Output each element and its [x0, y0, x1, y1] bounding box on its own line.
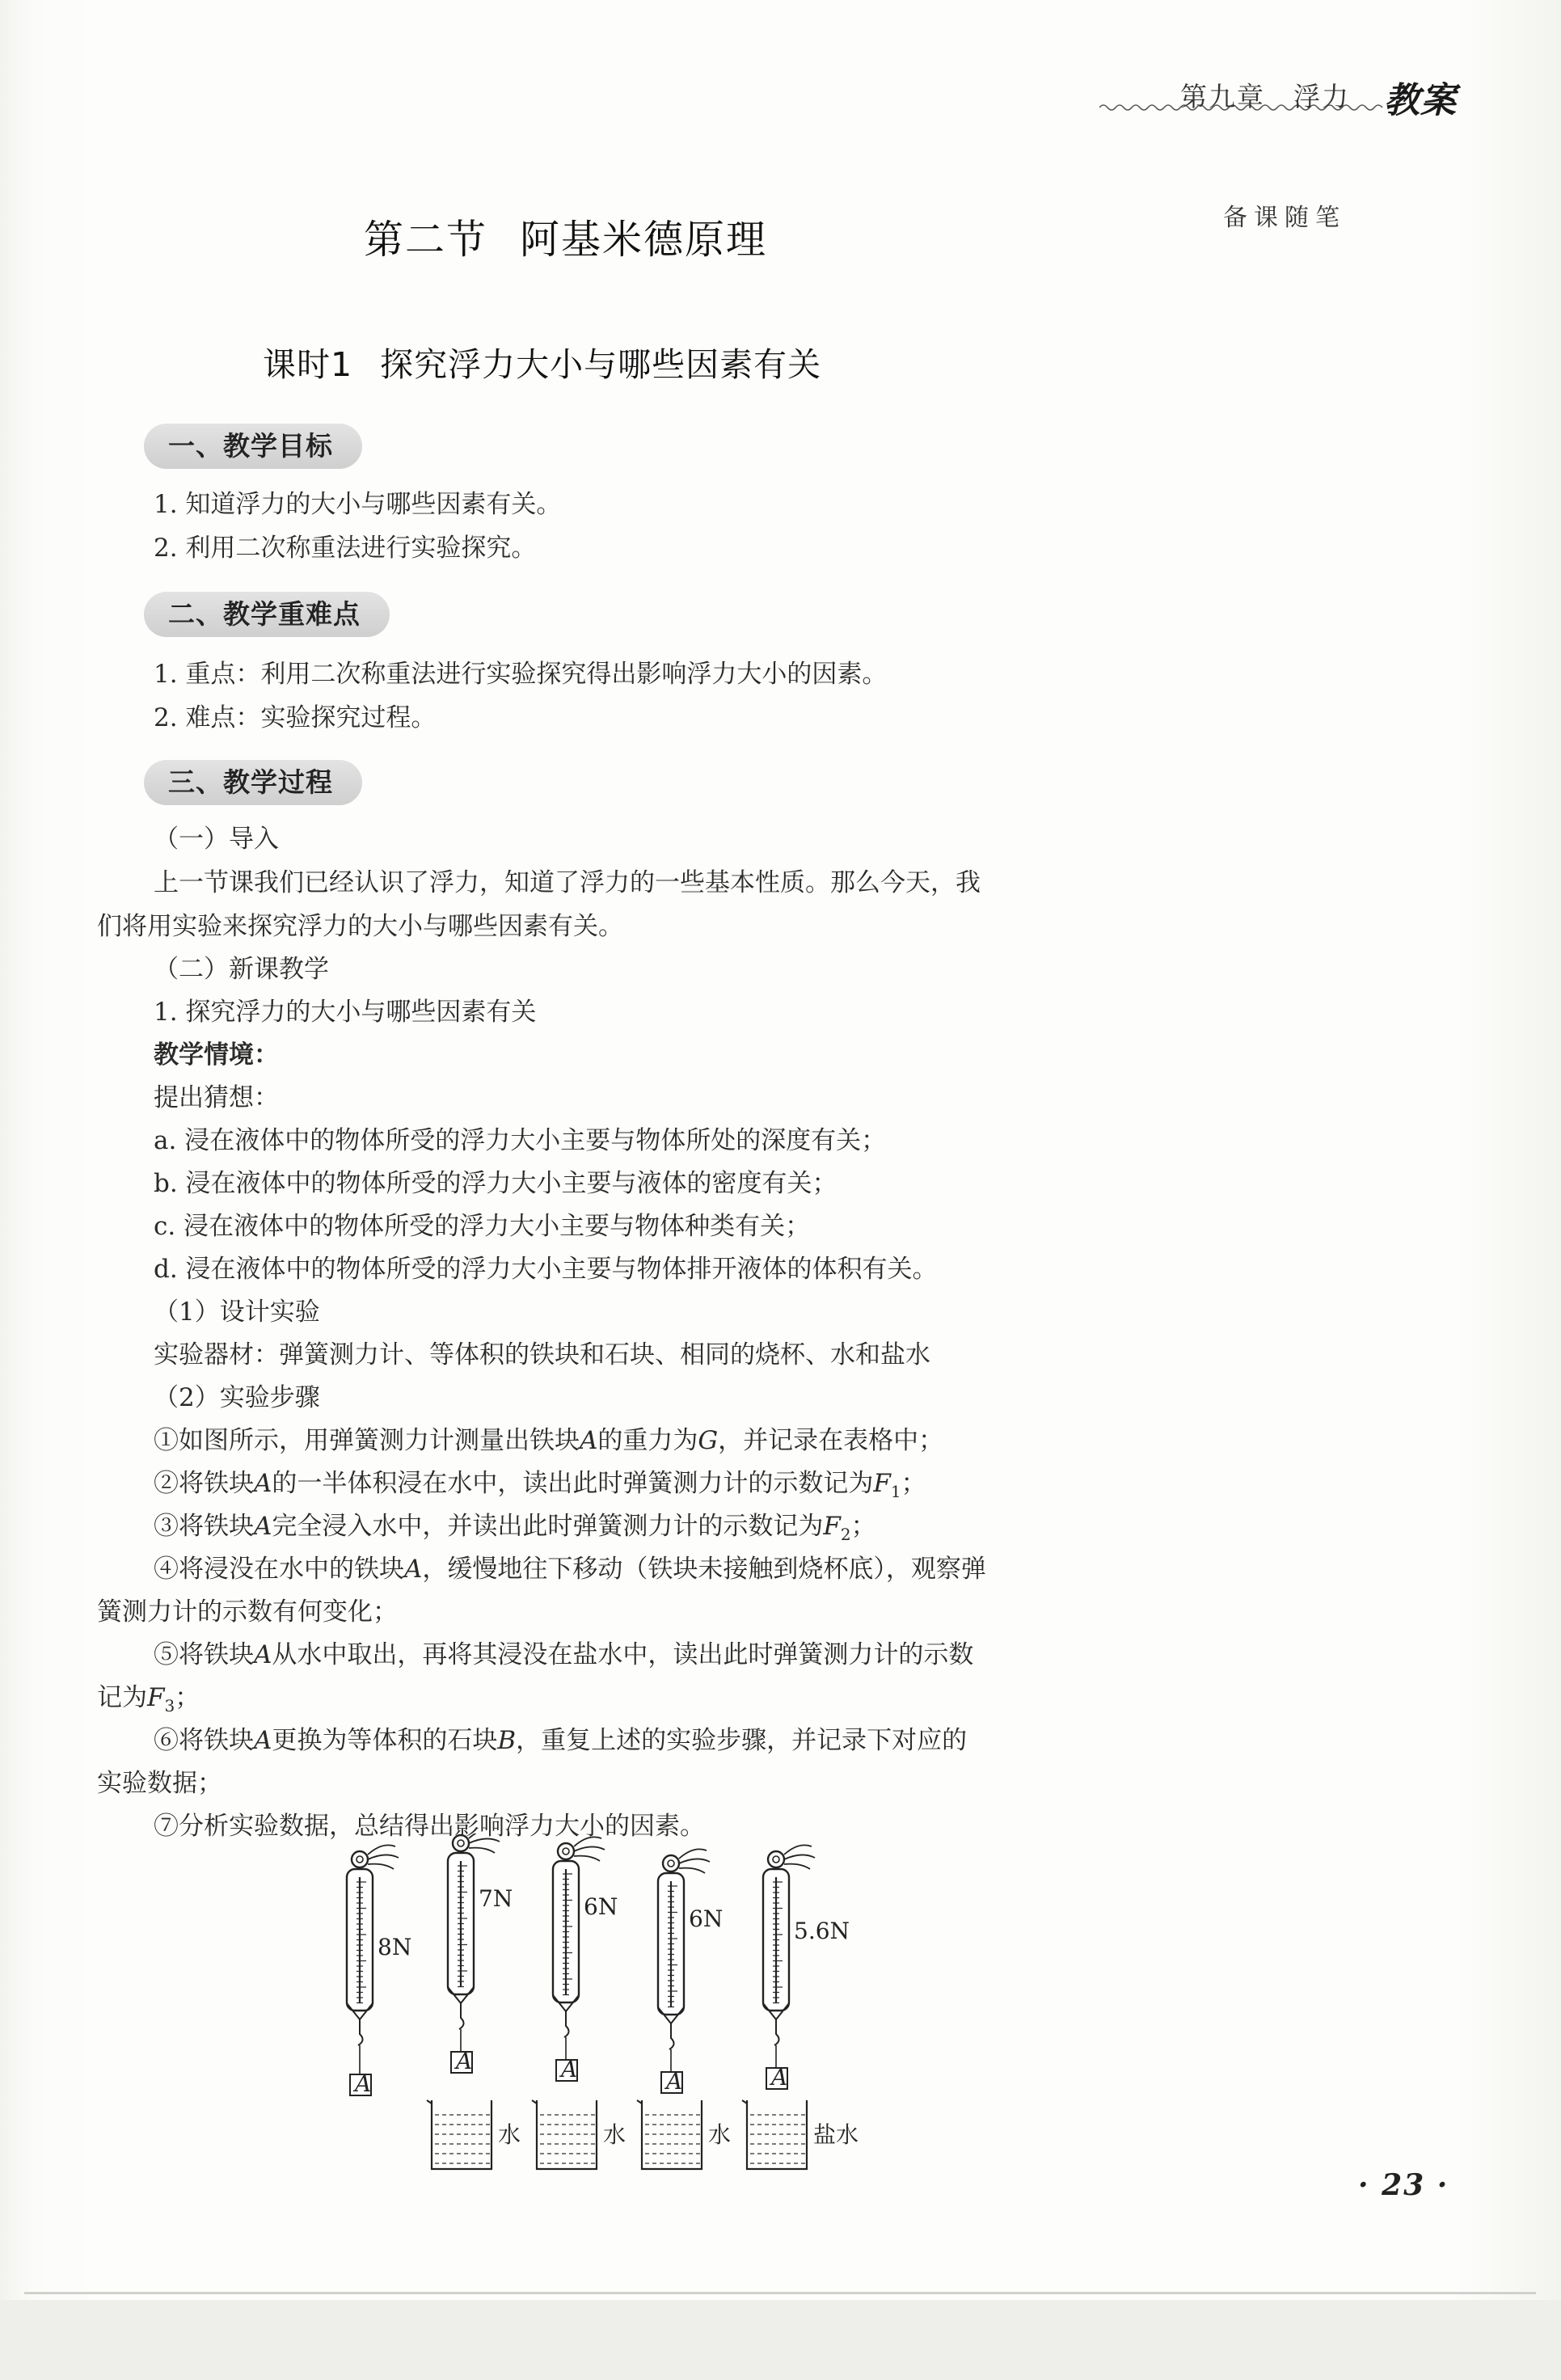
- chapter-title: 第九章 浮力: [1180, 81, 1350, 112]
- intro-line: 上一节课我们已经认识了浮力，知道了浮力的一些基本性质。那么今天，我: [154, 868, 981, 897]
- guess-item: b. 浸在液体中的物体所受的浮力大小主要与液体的密度有关；: [154, 1169, 837, 1198]
- liquid-label: 水: [708, 2121, 732, 2148]
- design-title: （1）设计实验: [154, 1298, 320, 1327]
- block-label: A: [355, 2070, 372, 2097]
- step-5: ⑤将铁块A从水中取出，再将其浸没在盐水中，读出此时弹簧测力计的示数: [154, 1640, 974, 1669]
- step-7: ⑦分析实验数据，总结得出影响浮力大小的因素。: [154, 1812, 705, 1841]
- step-4: ④将浸没在水中的铁块A，缓慢地往下移动（铁块未接触到烧杯底），观察弹: [154, 1555, 986, 1584]
- scale-reading: 6N: [689, 1905, 724, 1932]
- spring-scale: [532, 1837, 626, 2169]
- goal-item: 1. 知道浮力的大小与哪些因素有关。: [154, 490, 562, 519]
- step-6: ⑥将铁块A更换为等体积的石块B，重复上述的实验步骤，并记录下对应的: [154, 1726, 968, 1755]
- key-point-item: 2. 难点：实验探究过程。: [154, 703, 437, 732]
- spring-scale: [427, 1834, 521, 2169]
- experiment-figure: [307, 1834, 873, 2173]
- page-number: · 23 ·: [1358, 2168, 1449, 2202]
- block-label: A: [561, 2056, 578, 2082]
- scale-reading: 8N: [378, 1934, 412, 1960]
- equipment-line: 实验器材：弹簧测力计、等体积的铁块和石块、相同的烧杯、水和盐水: [154, 1340, 930, 1369]
- section-number: 第二节: [364, 217, 488, 263]
- topic-title: 1. 探究浮力的大小与哪些因素有关: [154, 998, 537, 1027]
- liquid-label: 水: [603, 2121, 627, 2148]
- page-bottom-band: [0, 2300, 1561, 2380]
- intro-line: 们将用实验来探究浮力的大小与哪些因素有关。: [97, 912, 623, 941]
- scale-reading: 5.6N: [794, 1918, 850, 1944]
- lesson-name: 探究浮力大小与哪些因素有关: [380, 345, 822, 384]
- lesson-title: [263, 338, 821, 386]
- brand-logo: 教案: [1384, 80, 1457, 121]
- guess-item: c. 浸在液体中的物体所受的浮力大小主要与物体种类有关；: [154, 1212, 811, 1241]
- steps-title: （2）实验步骤: [154, 1383, 320, 1412]
- goal-item: 2. 利用二次称重法进行实验探究。: [154, 534, 537, 563]
- step-4-cont: 簧测力计的示数有何变化；: [97, 1597, 398, 1627]
- section-title: [364, 209, 799, 265]
- step-6-cont: 实验数据；: [97, 1769, 222, 1798]
- running-header: [1099, 74, 1463, 123]
- goals-heading: 一、教学目标: [144, 424, 362, 469]
- step-2: ②将铁块A的一半体积浸在水中，读出此时弹簧测力计的示数记为$F_1$；: [154, 1469, 926, 1502]
- section-name: 阿基米德原理: [520, 217, 768, 263]
- scale-reading: 6N: [584, 1893, 618, 1920]
- guess-item: d. 浸在液体中的物体所受的浮力大小主要与物体排开液体的体积有关。: [154, 1255, 938, 1284]
- guess-title: 提出猜想：: [154, 1083, 279, 1112]
- liquid-label: 水: [498, 2121, 521, 2148]
- key-point-item: 1. 重点：利用二次称重法进行实验探究得出影响浮力大小的因素。: [154, 660, 888, 689]
- spring-scale: [347, 1845, 411, 2097]
- step-5-cont: 记为$F_3$；: [97, 1683, 200, 1716]
- block-label: A: [456, 2048, 473, 2074]
- scale-reading: 7N: [479, 1885, 513, 1912]
- block-label: A: [771, 2064, 788, 2091]
- notes-column-label: 备课随笔: [1223, 204, 1346, 232]
- guess-item: a. 浸在液体中的物体所受的浮力大小主要与物体所处的深度有关；: [154, 1126, 887, 1155]
- liquid-label: 盐水: [813, 2121, 859, 2148]
- spring-scale: [742, 1845, 859, 2169]
- process-heading: 三、教学过程: [144, 760, 362, 805]
- intro-title: （一）导入: [154, 825, 279, 854]
- key-points-heading: 二、教学重难点: [144, 592, 390, 637]
- step-3: ③将铁块A完全浸入水中，并读出此时弹簧测力计的示数记为$F_2$；: [154, 1512, 876, 1545]
- spring-scale: [637, 1849, 731, 2169]
- block-label: A: [666, 2068, 683, 2095]
- new-lesson-title: （二）新课教学: [154, 955, 329, 984]
- situation-label: 教学情境：: [154, 1040, 279, 1070]
- lesson-number: 课时1: [263, 345, 353, 384]
- page-bottom-rule: [24, 2292, 1536, 2294]
- step-1: ①如图所示，用弹簧测力计测量出铁块A的重力为G，并记录在表格中；: [154, 1426, 944, 1455]
